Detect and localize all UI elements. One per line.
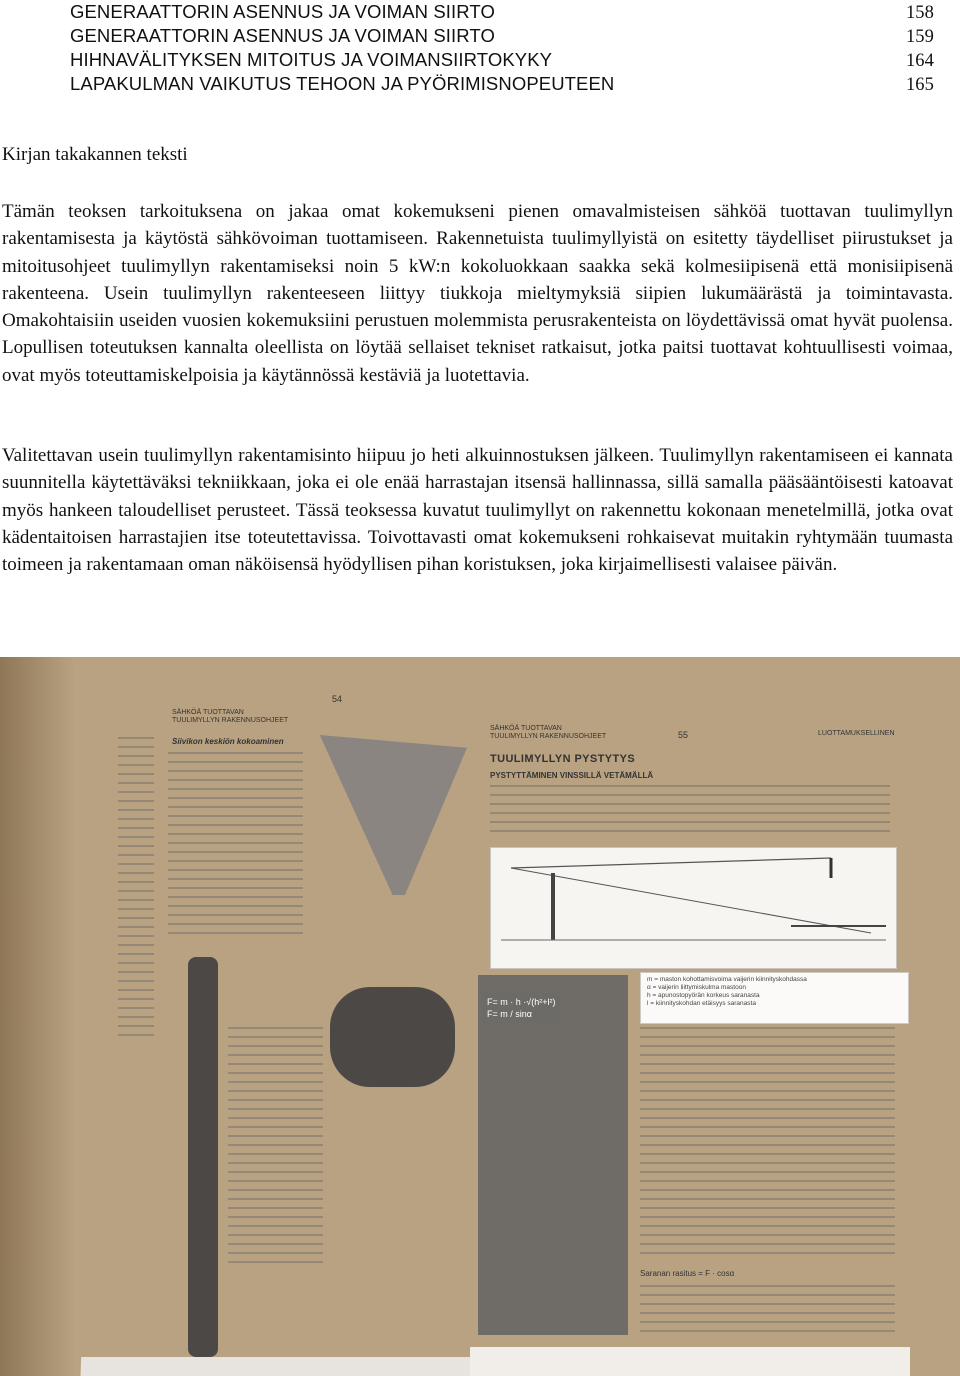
toc-entry [70, 72, 934, 96]
right-page-subtitle: PYSTYTTÄMINEN VINSSILLÄ VETÄMÄLLÄ [490, 771, 654, 780]
book-left-page [59, 1357, 481, 1376]
book-right-page [470, 1347, 910, 1376]
right-page-header: SÄHKÖÄ TUOTTAVAN TUULIMYLLYN RAKENNUSOHJEET [490, 725, 607, 740]
section-heading: Kirjan takakannen teksti [2, 144, 188, 165]
toc-entry-title: GENERAATTORIN ASENNUS JA VOIMAN SIIRTO [70, 1, 495, 22]
formula-line: F= m / sinα [487, 1009, 532, 1019]
book-photo [0, 657, 960, 1376]
left-page-header: SÄHKÖÄ TUOTTAVAN TUULIMYLLYN RAKENNUSOHJEET [172, 709, 289, 724]
table-of-contents [70, 0, 934, 96]
right-page-body-text [640, 1027, 895, 1257]
legend-entry: h = apunostopyörän korkeus saranasta [647, 992, 760, 999]
formula-box [482, 993, 560, 1023]
body-paragraph: Tämän teoksen tarkoituksena on jakaa omat kokemukseni pienen omavalmisteisen sähköä tuottavan tuulimyllyn rakentamisesta ja käytöstä sähkövoiman tuottamiseen. Rakennetuista tuulimyllyistä on esitetty täydelliset piirustukset ja mitoitusohjeet tuulimyllyn rakentamiseksi noin 5 kW:n kokoluokkaan saakka sekä kolmesiipisenä että monisiipisenä rakenteena. Usein tuulimyllyn rakenteeseen liittyy tiukkoja mieltymyksiä siipien lukumäärästä ja toimintavasta. Omakohtaisiin useiden vuosien kokemuksiini perustuen molemmista perusrakenteista on löydettävissä omat hyvät puolensa. Lopullisen toteutuksen kannalta oleellista on löytää sellaiset tekniset ratkaisut, jotka paitsi tuottavat kohtuullisesti voimaa, ovat myös toteuttamiskelpoisia ja käytännössä kestäviä ja luotettavia. [2, 201, 953, 386]
left-page-number: 54 [332, 694, 343, 704]
toc-entry-title: HIHNAVÄLITYKSEN MITOITUS JA VOIMANSIIRTOKYKY [70, 49, 553, 70]
right-page-photo-mast [478, 975, 628, 1335]
toc-entry-page: 159 [905, 27, 934, 47]
left-page-text-lower [228, 1027, 323, 1267]
toc-entry [70, 24, 934, 48]
right-page-header-right: LUOTTAMUKSELLINEN [818, 730, 895, 737]
toc-entry-page: 165 [905, 75, 934, 95]
photo-background [0, 657, 75, 1376]
diagram-legend [640, 972, 909, 1024]
mast-raising-diagram [491, 848, 896, 968]
left-page-text-column [168, 752, 303, 937]
left-page-photo-shaft [188, 957, 218, 1357]
legend-entry: m = maston kohottamisvoima vaijerin kiinnityskohdassa [647, 976, 807, 983]
left-page-photo-hub [330, 987, 455, 1087]
toc-entry-title: GENERAATTORIN ASENNUS JA VOIMAN SIIRTO [70, 25, 495, 46]
right-page-title: TUULIMYLLYN PYSTYTYS [490, 753, 636, 765]
body-paragraph: Valitettavan usein tuulimyllyn rakentamisinto hiipuu jo heti alkuinnostuksen jälkeen. Tuulimyllyn rakentamiseen ei kannata suunnitella käytettäväksi tekniikkaan, joka ei ole enää harrastajan itsensä hallinnassa, sillä samalla pääsääntöisesti katoavat myös hankeen taloudelliset perusteet. Tässä teoksessa kuvatut tuulimyllyt on rakennettu kokonaan menetelmillä, jotka ovat kädentaitoisen harrastajien itse toteutettavissa. Toivottavasti omat kokemukseni rohkaisevat muitakin ryhtymään tuumasta toimeen ja rakentamaan oman näköisensä hyödyllisen pihan koristuksen, joka kirjaimellisesti valaisee päivän. [2, 445, 953, 576]
toc-entry-title: LAPAKULMAN VAIKUTUS TEHOON JA PYÖRIMISNOPEUTEEN [70, 73, 615, 94]
legend-entry: α = vaijerin liittymiskulma mastoon [647, 984, 746, 991]
legend-entry: l = kiinnityskohdan etäisyys saranasta [647, 1000, 756, 1007]
left-page-photo-blade-hub [312, 735, 467, 895]
right-page-number: 55 [678, 730, 689, 740]
left-page-subheading: Siivikon keskiön kokoaminen [172, 737, 284, 746]
right-page-footer-text [640, 1285, 895, 1335]
toc-entry-page: 158 [905, 3, 934, 23]
right-page-caption: Saranan rasitus = F · cosα [640, 1269, 735, 1278]
toc-entry-page: 164 [905, 51, 934, 71]
toc-entry [70, 0, 934, 24]
right-page-diagram [490, 847, 897, 969]
left-page-margin-index [118, 737, 154, 1037]
formula-line: F= m · h ·√(h²+l²) [487, 997, 556, 1007]
toc-entry [70, 48, 934, 72]
right-page-intro-text [490, 785, 890, 837]
